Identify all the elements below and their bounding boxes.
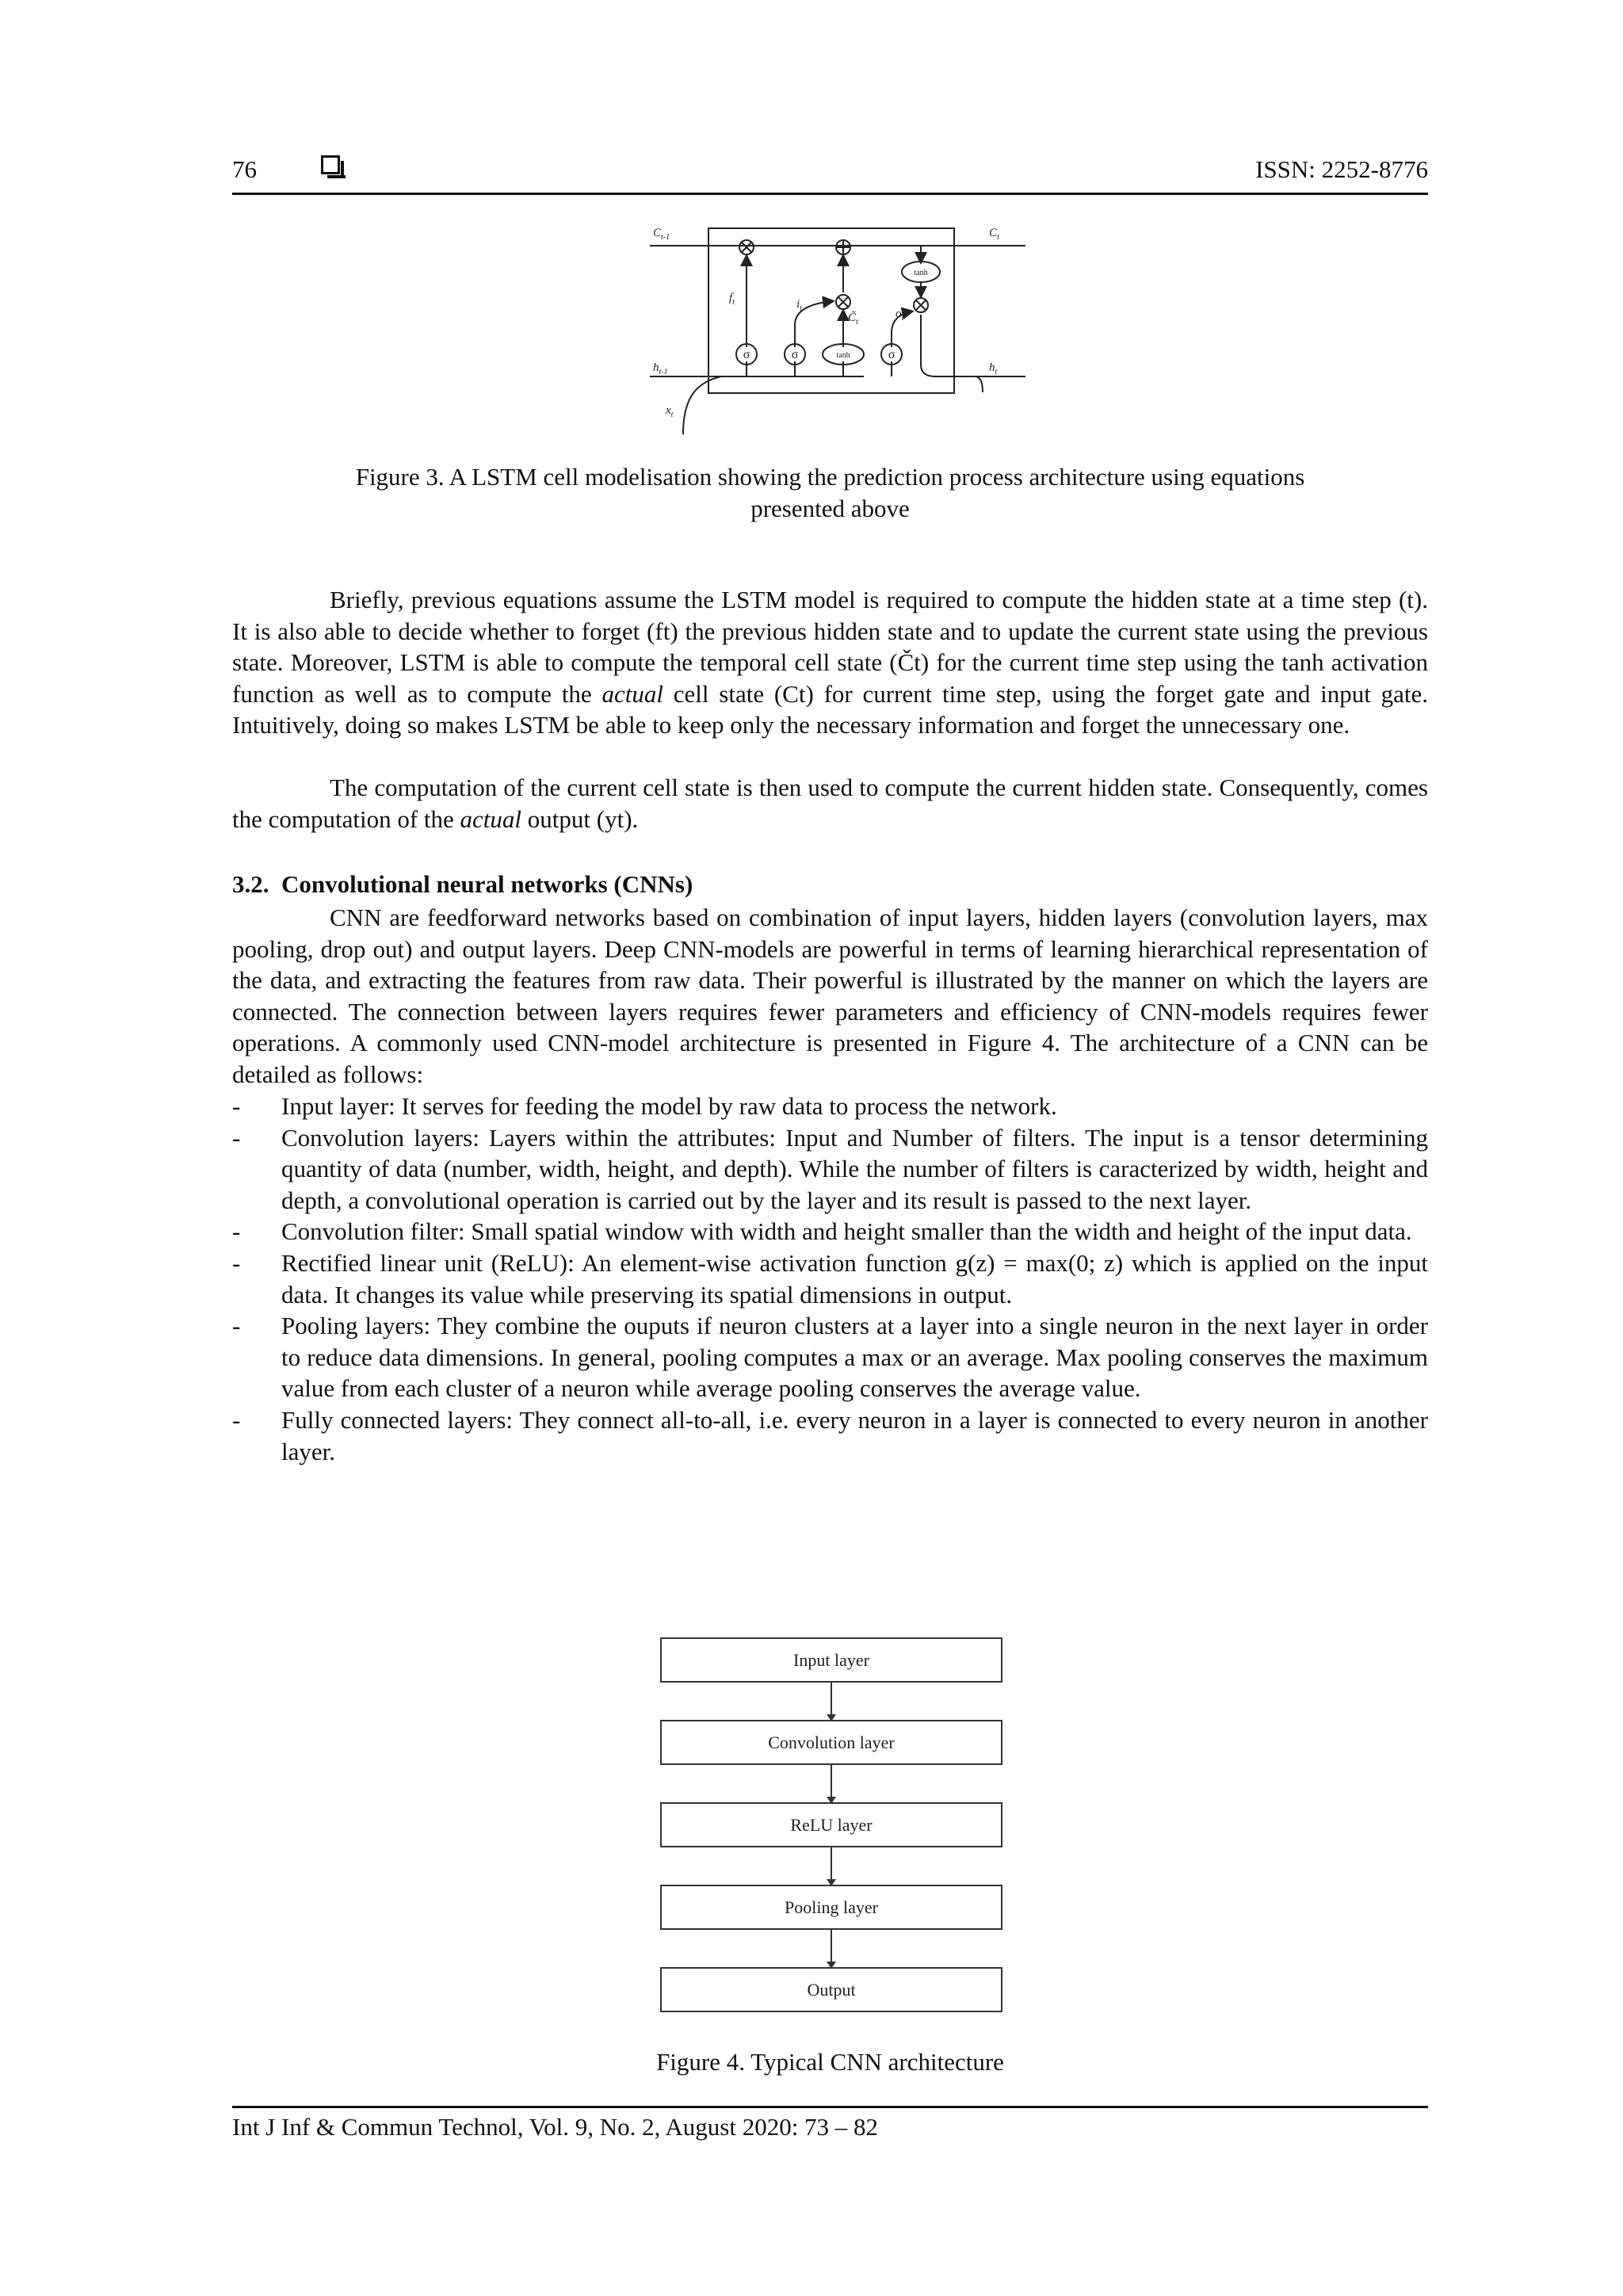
label-c-t: C [989, 227, 998, 239]
section-number: 3.2. [232, 870, 269, 898]
flow-arrow [831, 1683, 832, 1720]
page-number: 76 [232, 155, 257, 183]
figure3-caption-line2: presented above [750, 495, 910, 522]
label-h-prev: h [653, 361, 659, 374]
section-title: Convolutional neural networks (CNNs) [281, 870, 693, 898]
label-c-prev: C [653, 227, 662, 239]
figure3-caption [232, 461, 1428, 525]
list-item: - Fully connected layers: They connect all-to-all, i.e. every neuron in a layer is connected to every neuron in another layer. [232, 1405, 1428, 1465]
svg-text:ft: $f_t$ [729, 292, 735, 307]
label-c-tilde: C̃ [848, 311, 857, 324]
sigma-forget-label: σ [743, 348, 750, 361]
label-o-t: o [896, 308, 902, 320]
paragraph-1: Briefly, previous equations assume the LSTM model is required to compute the hidden state at a time step (t). It is also able to decide whether to forget (ft) the previous hidden state and to update the current state using the previous state. Moreover, LSTM is able to compute the temporal cell state (Čt) for the current time step using the tanh activation function as well as to compute the actual cell state (Ct) for current time step, using the forget gate and input gate. Intuitively, doing so makes LSTM be able to keep only the necessary information and forget the unnecessary one. [232, 586, 1429, 739]
label-h-t: h [989, 361, 995, 374]
svg-text:Ct: $C_t$ [989, 227, 999, 242]
italic-actual: actual [460, 804, 522, 833]
list-item: - Rectified linear unit (ReLU): An element-wise activation function g(z) = max(0; z) which is applied on the input data. It changes its value while preserving its spatial dimensions in output. [232, 1248, 1428, 1308]
flow-box-convolution: Convolution layer [660, 1720, 1002, 1765]
label-f-t: f [729, 292, 733, 304]
journal-issn: ISSN: 2252-8776 [1255, 155, 1428, 183]
flow-box-input: Input layer [660, 1637, 1002, 1683]
flow-arrow [831, 1765, 832, 1802]
flow-box-relu: ReLU layer [660, 1802, 1002, 1847]
tanh-output-label: tanh [914, 269, 928, 277]
flow-arrow [831, 1930, 832, 1967]
flow-box-pooling: Pooling layer [660, 1885, 1002, 1930]
section-heading [232, 870, 693, 899]
label-x-t: x [666, 404, 671, 417]
flow-arrow [831, 1847, 832, 1885]
footer-rule [232, 2106, 1428, 2108]
sigma-input-label: σ [791, 348, 799, 361]
list-item: - Input layer: It serves for feeding the model by raw data to process the network. [232, 1092, 1057, 1120]
svg-text:ht-1: $h_{t-1}$ [653, 361, 668, 376]
section-intro: CNN are feedforward networks based on combination of input layers, hidden layers (convolution layers, max pooling, drop out) and output layers. Deep CNN-models are powerful in terms of learning hierarchical representation of the data, and extracting the features from raw data. Their powerful is illustrated by the manner on which the layers are connected. The connection between layers requires fewer parameters and efficiency of CNN-models requires fewer operations. A commonly used CNN-model architecture is presented in Figure 4. The architecture of a CNN can be detailed as follows: [232, 904, 1428, 1088]
list-item: - Convolution layers: Layers within the attributes: Input and Number of filters. The input is a tensor determining quantity of data (number, width, height, and depth). While the number of filters is caracterized by width, height and depth, a convolutional operation is carried out by the layer and its result is passed to the next layer. [232, 1123, 1428, 1214]
lstm-diagram [634, 214, 1030, 444]
svg-text:C̃t: $C̃_t$ [848, 311, 858, 327]
list-item: - Pooling layers: They combine the ouputs if neuron clusters at a layer into a single neuron in the next layer in order to reduce data dimensions. In general, pooling computes a max or an average. Max pooling conserves the maximum value from each cluster of a neuron while average pooling conserves the average value. [232, 1312, 1428, 1403]
figure3-caption-line1: Figure 3. A LSTM cell modelisation showing the prediction process architecture using equations [355, 463, 1305, 491]
paragraph-2: The computation of the current cell state is then used to compute the current hidden state. Consequently, comes the computation of the actual output (yt). [232, 774, 1428, 833]
italic-actual: actual [601, 679, 663, 708]
cnn-bullet-list [232, 1091, 1428, 1467]
svg-text:Ct-1: $C_{t-1}$ [653, 227, 670, 242]
list-item: - Convolution filter: Small spatial window with width and height smaller than the width and height of the input data. [232, 1217, 1412, 1246]
svg-text:ht: $h_t$ [989, 361, 998, 376]
header-rule [232, 193, 1428, 195]
svg-text:xt: $x_t$ [666, 404, 674, 419]
svg-text:it: $i_t$ [796, 298, 802, 313]
box-icon [321, 155, 340, 174]
figure4-caption: Figure 4. Typical CNN architecture [656, 2048, 1004, 2076]
tanh-gate-label: tanh [836, 351, 850, 360]
svg-text:ot: $o_t$ [896, 308, 904, 323]
sigma-output-label: σ [888, 348, 896, 361]
footer-citation: Int J Inf & Commun Technol, Vol. 9, No. 2, August 2020: 73 – 82 [232, 2113, 879, 2141]
label-i-t: i [796, 298, 800, 311]
flow-box-output: Output [660, 1967, 1002, 2012]
